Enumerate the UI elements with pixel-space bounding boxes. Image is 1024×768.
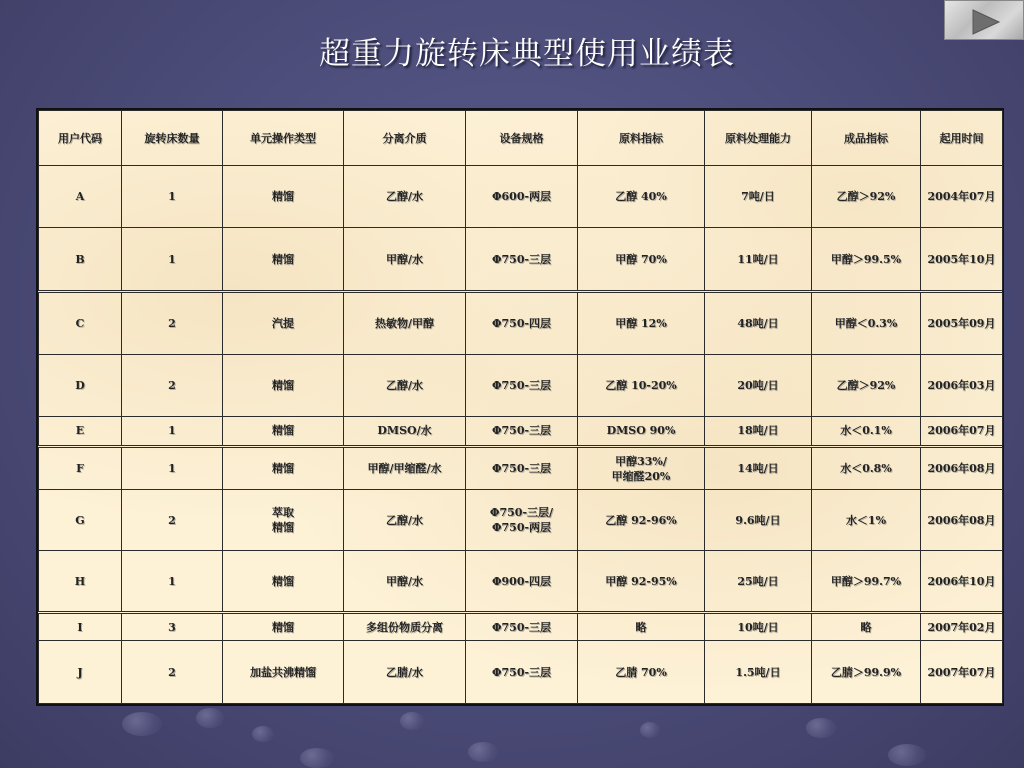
table-cell: 2 [122, 490, 223, 550]
table-cell: 甲醇/甲缩醛/水 [344, 447, 466, 490]
table-cell: 乙腈/水 [344, 641, 466, 704]
table-cell: 略 [812, 613, 921, 641]
table-cell: B [39, 228, 122, 291]
table-cell: 乙醇/水 [344, 490, 466, 550]
table-cell: 精馏 [223, 166, 344, 228]
table-cell: 2005年10月 [921, 228, 1003, 291]
table-cell: 水＜0.1% [812, 416, 921, 446]
table-row [39, 490, 1003, 550]
table-cell: Φ750-四层 [466, 291, 578, 354]
table-cell: 甲醇/水 [344, 228, 466, 291]
table-cell: Φ750-三层/ Φ750-两层 [466, 490, 578, 550]
table-cell: Φ750-三层 [466, 228, 578, 291]
bg-bubble [122, 712, 162, 736]
table-cell: 2006年08月 [921, 490, 1003, 550]
bg-bubble [468, 742, 498, 762]
table-cell: 2 [122, 641, 223, 704]
table-cell: 乙醇/水 [344, 166, 466, 228]
table-header-row [39, 111, 1003, 166]
table-row [39, 613, 1003, 641]
table-cell: 11吨/日 [705, 228, 812, 291]
table-cell: 乙醇 40% [578, 166, 705, 228]
table-cell: J [39, 641, 122, 704]
table-cell: Φ750-三层 [466, 355, 578, 416]
table-cell: Φ750-三层 [466, 641, 578, 704]
table-cell: 乙腈＞99.9% [812, 641, 921, 704]
table-cell: 2007年02月 [921, 613, 1003, 641]
table-cell: 48吨/日 [705, 291, 812, 354]
table-cell: 乙醇 92-96% [578, 490, 705, 550]
table-row [39, 166, 1003, 228]
table-cell: 9.6吨/日 [705, 490, 812, 550]
table-cell: F [39, 447, 122, 490]
table-cell: 2004年07月 [921, 166, 1003, 228]
table-row [39, 641, 1003, 704]
table-cell: 乙醇/水 [344, 355, 466, 416]
table-cell: 精馏 [223, 416, 344, 446]
column-header: 单元操作类型 [223, 111, 344, 166]
column-header: 分离介质 [344, 111, 466, 166]
table-cell: 甲醇＞99.7% [812, 550, 921, 612]
table-cell: 1 [122, 447, 223, 490]
table-cell: 18吨/日 [705, 416, 812, 446]
table-cell: DMSO 90% [578, 416, 705, 446]
table-cell: 2006年07月 [921, 416, 1003, 446]
table-cell: 加盐共沸精馏 [223, 641, 344, 704]
table-cell: 萃取 精馏 [223, 490, 344, 550]
table-cell: 甲醇 92-95% [578, 550, 705, 612]
table-cell: 2 [122, 291, 223, 354]
table-cell: 1 [122, 550, 223, 612]
table-cell: I [39, 613, 122, 641]
table-row [39, 355, 1003, 416]
table-cell: DMSO/水 [344, 416, 466, 446]
bg-bubble [252, 726, 274, 742]
table-cell: 20吨/日 [705, 355, 812, 416]
table-cell: 25吨/日 [705, 550, 812, 612]
table-cell: 10吨/日 [705, 613, 812, 641]
table-cell: 2 [122, 355, 223, 416]
table-cell: H [39, 550, 122, 612]
table-cell: 2006年08月 [921, 447, 1003, 490]
table-cell: Φ600-两层 [466, 166, 578, 228]
column-header: 起用时间 [921, 111, 1003, 166]
table-cell: E [39, 416, 122, 446]
column-header: 原料处理能力 [705, 111, 812, 166]
table-cell: 1 [122, 166, 223, 228]
table-cell: 乙腈 70% [578, 641, 705, 704]
table-cell: 甲醇＞99.5% [812, 228, 921, 291]
table-row [39, 550, 1003, 612]
column-header: 原料指标 [578, 111, 705, 166]
table-cell: 汽提 [223, 291, 344, 354]
table-row [39, 416, 1003, 446]
table-cell: 7吨/日 [705, 166, 812, 228]
table-cell: 3 [122, 613, 223, 641]
table-cell: Φ900-四层 [466, 550, 578, 612]
bg-bubble [300, 748, 334, 768]
table-cell: Φ750-三层 [466, 447, 578, 490]
bg-bubble [806, 718, 836, 738]
table-cell: 甲醇33%/ 甲缩醛20% [578, 447, 705, 490]
column-header: 旋转床数量 [122, 111, 223, 166]
table-cell: 1.5吨/日 [705, 641, 812, 704]
table-cell: Φ750-三层 [466, 613, 578, 641]
table-cell: 甲醇 70% [578, 228, 705, 291]
table-cell: 精馏 [223, 613, 344, 641]
table-cell: 1 [122, 416, 223, 446]
table-row [39, 291, 1003, 354]
table-cell: 乙醇 10-20% [578, 355, 705, 416]
table-row [39, 228, 1003, 291]
table-cell: 水＜0.8% [812, 447, 921, 490]
bg-bubble [888, 744, 926, 766]
table-cell: 2006年03月 [921, 355, 1003, 416]
table-cell: A [39, 166, 122, 228]
bg-bubble [400, 712, 424, 730]
table-cell: 2006年10月 [921, 550, 1003, 612]
table-cell: 精馏 [223, 550, 344, 612]
table-cell: 乙醇＞92% [812, 166, 921, 228]
table-cell: 14吨/日 [705, 447, 812, 490]
table-cell: 乙醇＞92% [812, 355, 921, 416]
table-row [39, 447, 1003, 490]
page-title: 超重力旋转床典型使用业绩表 [319, 36, 735, 72]
table-cell: 2005年09月 [921, 291, 1003, 354]
table-cell: 甲醇＜0.3% [812, 291, 921, 354]
table-cell: 1 [122, 228, 223, 291]
table-cell: 2007年07月 [921, 641, 1003, 704]
bg-bubble [640, 722, 660, 738]
table-cell: Φ750-三层 [466, 416, 578, 446]
table-cell: 精馏 [223, 447, 344, 490]
table-cell: D [39, 355, 122, 416]
bg-bubble [196, 708, 224, 728]
table-cell: 多组份物质分离 [344, 613, 466, 641]
performance-table [36, 108, 1004, 706]
table-cell: 甲醇 12% [578, 291, 705, 354]
table-cell: 精馏 [223, 228, 344, 291]
table-cell: 甲醇/水 [344, 550, 466, 612]
table-cell: 精馏 [223, 355, 344, 416]
column-header: 成品指标 [812, 111, 921, 166]
table-cell: 略 [578, 613, 705, 641]
table-cell: 热敏物/甲醇 [344, 291, 466, 354]
table-cell: 水＜1% [812, 490, 921, 550]
table-cell: G [39, 490, 122, 550]
column-header: 用户代码 [39, 111, 122, 166]
column-header: 设备规格 [466, 111, 578, 166]
table-cell: C [39, 291, 122, 354]
